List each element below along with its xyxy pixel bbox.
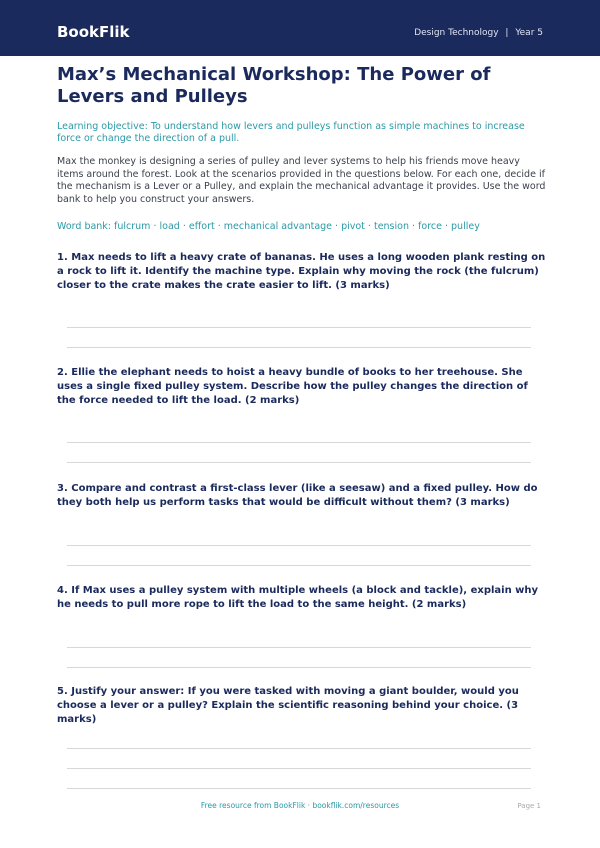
answer-line[interactable] (67, 327, 531, 328)
answer-line[interactable] (67, 462, 531, 463)
question-4: 4. If Max uses a pulley system with multiple wheels (a block and tackle), explain why he needs to pull more rope to lift the load to the same height. (2 marks) (57, 585, 539, 610)
answer-line[interactable] (67, 768, 531, 769)
year-label: Year 5 (515, 28, 543, 38)
meta-separator: | (505, 28, 509, 38)
answer-line[interactable] (67, 442, 531, 443)
brand-logo: BookFlik (57, 23, 130, 41)
subject-year (414, 28, 543, 38)
answer-line[interactable] (67, 565, 531, 566)
question-2: 2. Ellie the elephant needs to hoist a heavy bundle of books to her treehouse. She uses a single fixed pulley system. Describe how the pulley changes the direction of the force needed to lift the load. (2 marks) (57, 367, 528, 406)
page-title: Max’s Mechanical Workshop: The Power of Levers and Pulleys (57, 64, 491, 107)
answer-line[interactable] (67, 647, 531, 648)
answer-line[interactable] (67, 667, 531, 668)
answer-line[interactable] (67, 748, 531, 749)
page-number: Page 1 (517, 802, 541, 810)
answer-line[interactable] (67, 545, 531, 546)
question-1: 1. Max needs to lift a heavy crate of bananas. He uses a long wooden plank resting on a rock to lift it. Identify the machine type. Explain why moving the rock (the fulcrum) closer to the crate makes the crate easier to lift. (3 marks) (57, 252, 546, 291)
answer-line[interactable] (67, 347, 531, 348)
footer-text: Free resource from BookFlik · bookflik.com/resources (200, 801, 400, 810)
question-5: 5. Justify your answer: If you were tasked with moving a giant boulder, would you choose a lever or a pulley? Explain the scientific reasoning behind your choice. (3 marks) (57, 686, 519, 725)
page-header (0, 0, 600, 56)
answer-line[interactable] (67, 788, 531, 789)
learning-objective: Learning objective: To understand how levers and pulleys function as simple machines to increase force or change the direction of a pull. (57, 121, 525, 144)
word-bank: Word bank: fulcrum · load · effort · mechanical advantage · pivot · tension · force · pulley (57, 221, 480, 232)
question-3: 3. Compare and contrast a first-class lever (like a seesaw) and a fixed pulley. How do they both help us perform tasks that would be difficult without them? (3 marks) (57, 483, 538, 508)
intro-paragraph: Max the monkey is designing a series of pulley and lever systems to help his friends move heavy items around the forest. Look at the scenarios provided in the questions below. For each one, decide if the mechanism is a Lever or a Pulley, and explain the mechanical advantage it provides. Use the word bank to help you construct your answers. (57, 156, 546, 205)
subject-label: Design Technology (414, 28, 499, 38)
